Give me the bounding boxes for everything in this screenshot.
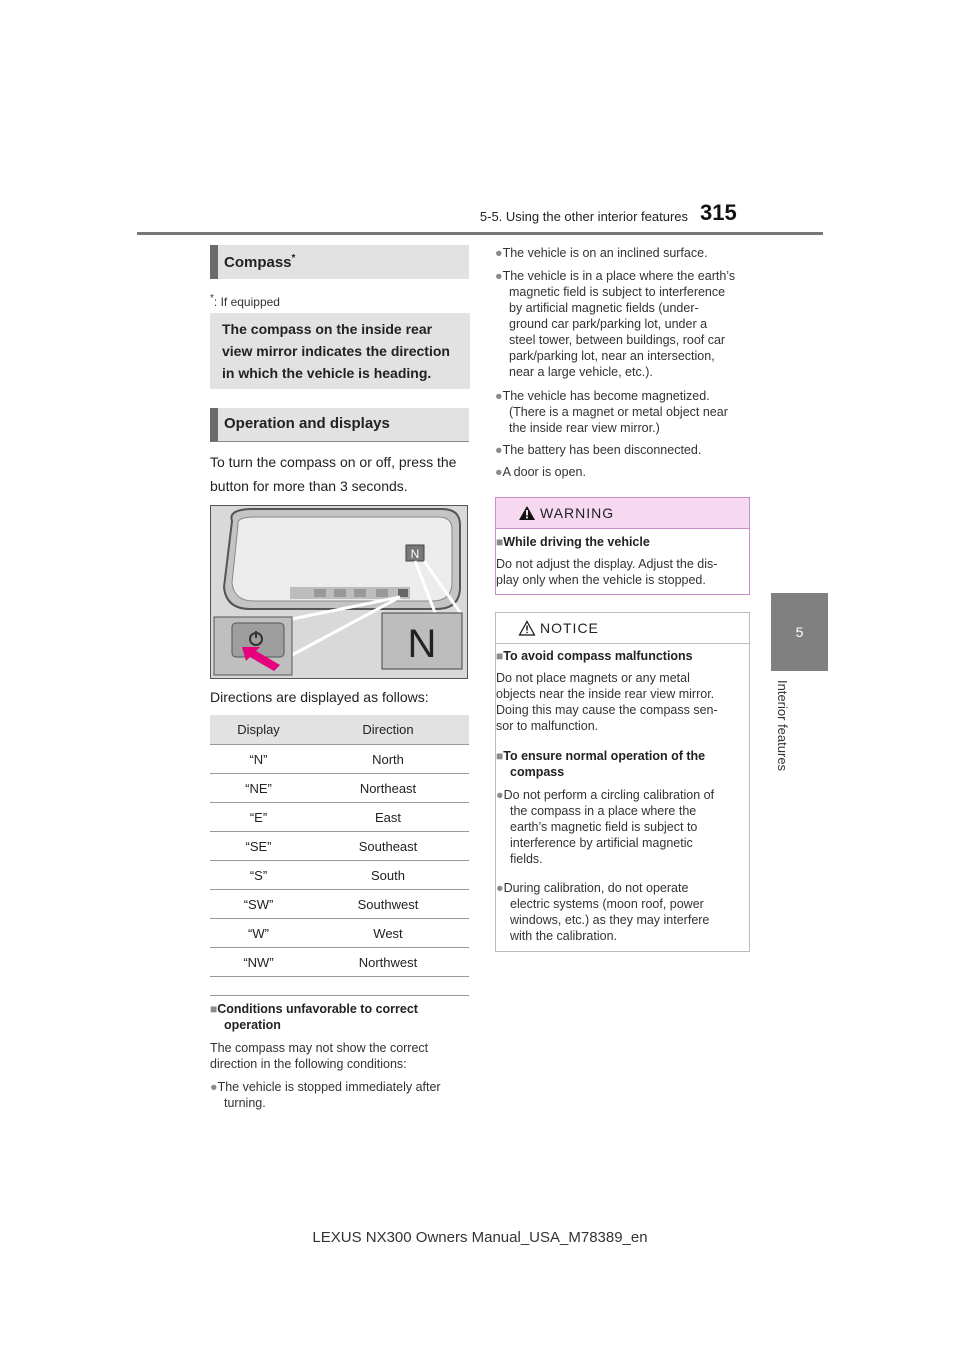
- compass-asterisk: *: [291, 253, 296, 264]
- table-row: “NE” Northeast: [210, 774, 469, 803]
- table-row: “E” East: [210, 803, 469, 832]
- table-header-display: Display: [210, 715, 307, 745]
- table-row: “N” North: [210, 745, 469, 774]
- notice-heading-2: ■To ensure normal operation of the compass: [496, 749, 706, 779]
- list-item: ●A door is open.: [495, 465, 586, 479]
- directions-intro: Directions are displayed as follows:: [210, 689, 429, 705]
- list-item: ●The vehicle is stopped immediately after turning.: [210, 1080, 441, 1110]
- chapter-label: Interior features: [775, 680, 790, 772]
- list-item: ●The vehicle is on an inclined surface.: [495, 246, 708, 260]
- table-header-direction: Direction: [307, 715, 469, 745]
- warning-header: [496, 498, 749, 529]
- warning-box: [495, 497, 750, 595]
- table-row: “S” South: [210, 861, 469, 890]
- notice-header: [496, 613, 749, 644]
- chapter-number: 5: [795, 624, 804, 640]
- notice-heading-1: ■To avoid compass malfunctions: [496, 649, 693, 663]
- footnote: *: If equipped: [210, 293, 280, 309]
- small-n-display: N: [410, 547, 420, 561]
- table-row: “W” West: [210, 919, 469, 948]
- caution-triangle-icon: [518, 620, 536, 636]
- compass-banner: [210, 245, 469, 279]
- notice-text-1: Do not place magnets or any metal objects near the inside rear view mirror. Doing this may cause the compass sen- sor to malfunction.: [496, 671, 718, 733]
- mirror-illustration: [210, 505, 468, 679]
- operation-instruction: To turn the compass on or off, press the button for more than 3 seconds.: [210, 454, 457, 494]
- list-item: ●The battery has been disconnected.: [495, 443, 702, 457]
- operation-banner: Operation and displays: [210, 408, 469, 442]
- conditions-text: The compass may not show the correct direction in the following conditions:: [210, 1041, 429, 1071]
- list-item: ●The vehicle has become magnetized. (There is a magnet or metal object near the inside rear view mirror.): [495, 389, 728, 435]
- chapter-tab: [771, 593, 828, 671]
- list-item: ●Do not perform a circling calibration of the compass in a place where the earth’s magnetic field is subject to interference by artificial magnetic fields.: [496, 788, 715, 866]
- footer-text: LEXUS NX300 Owners Manual_USA_M78389_en: [312, 1229, 648, 1246]
- header-section-title: 5-5. Using the other interior features: [479, 209, 688, 224]
- table-row: “NW” Northwest: [210, 948, 469, 977]
- header-rule: [137, 232, 823, 235]
- notice-box: [495, 612, 750, 952]
- table-row: “SW” Southwest: [210, 890, 469, 919]
- conditions-heading: ■Conditions unfavorable to correct operation: [210, 1002, 418, 1032]
- table-row: “SE” Southeast: [210, 832, 469, 861]
- list-item: ●The vehicle is in a place where the earth’s magnetic field is subject to interference by artificial magnetic fields (under- ground car park/parking lot, under a steel tower, between buildings, roof car park/parking lot, near an intersection, near a large vehicle, etc.).: [495, 269, 736, 379]
- warning-label: WARNING: [540, 505, 615, 521]
- directions-table: [210, 715, 469, 977]
- table-header-row: [210, 715, 469, 745]
- large-n-display: N: [407, 622, 437, 666]
- warning-text: Do not adjust the display. Adjust the dis- play only when the vehicle is stopped.: [496, 557, 718, 587]
- warning-triangle-icon: [518, 505, 536, 521]
- notice-label: NOTICE: [540, 620, 599, 636]
- compass-title: Compass: [224, 254, 292, 271]
- warning-heading: ■While driving the vehicle: [496, 535, 650, 549]
- compass-intro: The compass on the inside rear view mirror indicates the direction in which the vehicle is heading.: [210, 313, 470, 389]
- conditions-rule: [210, 995, 469, 996]
- list-item: ●During calibration, do not operate electric systems (moon roof, power windows, etc.) as they may interfere with the calibration.: [496, 881, 710, 943]
- page-number: 315: [700, 200, 737, 225]
